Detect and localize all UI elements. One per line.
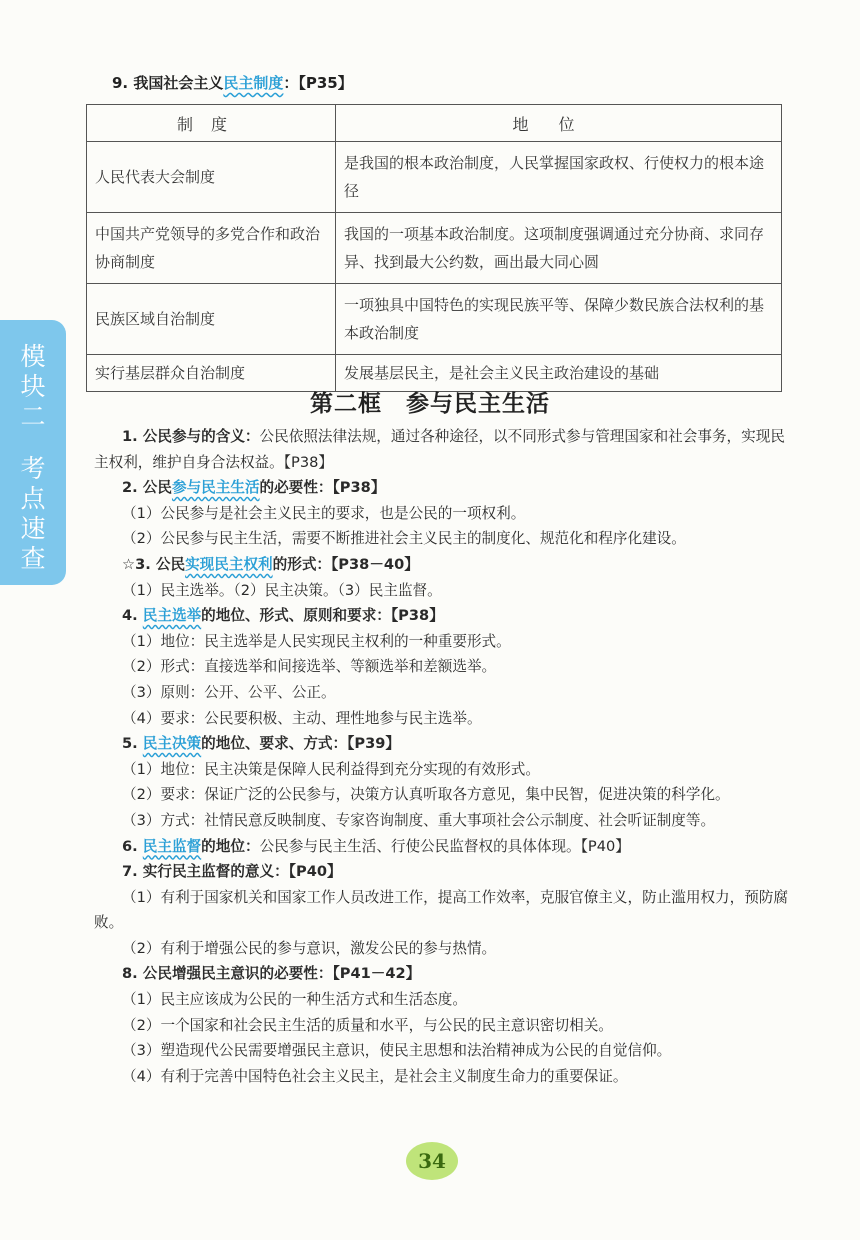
list-item: （2）形式：直接选举和间接选举、等额选举和差额选举。 — [122, 658, 497, 676]
democracy-systems-table — [86, 104, 782, 392]
item-4-heading — [94, 603, 794, 629]
table-row — [87, 213, 782, 284]
heading-prefix: 2. 公民 — [122, 479, 172, 497]
heading-suffix: 的地位： — [201, 837, 260, 855]
table-cell: 民族区域自治制度 — [87, 284, 336, 355]
side-tab-char: 速 — [20, 514, 46, 543]
section-body — [94, 424, 794, 1089]
side-tab-char: 模 — [20, 342, 46, 371]
list-item: （1）民主应该成为公民的一种生活方式和生活态度。 — [122, 991, 467, 1009]
side-tab-char: 考 — [20, 454, 46, 483]
item-9-heading — [112, 72, 353, 93]
heading-suffix: 的地位、要求、方式：【P39】 — [201, 735, 401, 753]
list-item: （3）方式：社情民意反映制度、专家咨询制度、重大事项社会公示制度、社会听证制度等。 — [122, 811, 716, 829]
column-header: 地位 — [336, 105, 782, 142]
list-item: （1）地位：民主选举是人民实现民主权利的一种重要形式。 — [122, 632, 511, 650]
table-cell: 一项独具中国特色的实现民族平等、保障少数民族合法权利的基本政治制度 — [336, 284, 782, 355]
column-header: 制度 — [87, 105, 336, 142]
module-side-tab — [0, 320, 66, 585]
page-number-badge: 34 — [406, 1142, 458, 1180]
list-item: （4）有利于完善中国特色社会主义民主，是社会主义制度生命力的重要保证。 — [122, 1067, 628, 1085]
heading-suffix: ：【P35】 — [283, 74, 353, 92]
table-cell: 发展基层民主，是社会主义民主政治建设的基础 — [336, 355, 782, 392]
heading-prefix: ☆3. 公民 — [122, 555, 186, 573]
highlight-term: 参与民主生活 — [171, 479, 260, 497]
item-1 — [94, 424, 794, 475]
list-item: （1）有利于国家机关和国家工作人员改进工作，提高工作效率，克服官僚主义，防止滥用权力，预防腐败。 — [94, 888, 789, 932]
heading-prefix: 4. — [122, 607, 143, 625]
heading-prefix: 6. — [122, 837, 143, 855]
item-text: 公民依照法律法规，通过各种途径，以不同形式参与管理国家和社会事务，实现民主权利，维护自身合法权益。【P38】 — [94, 428, 785, 471]
side-tab-char: 块 — [20, 372, 46, 401]
table-cell: 是我国的根本政治制度，人民掌握国家政权、行使权力的根本途径 — [336, 142, 782, 213]
section-title: 第二框 参与民主生活 — [310, 391, 550, 417]
side-tab-char: 查 — [20, 544, 46, 573]
highlight-term: 民主监督 — [142, 837, 202, 855]
heading-prefix: 9. 我国社会主义 — [112, 74, 224, 92]
item-8-heading: 8. 公民增强民主意识的必要性：【P41－42】 — [122, 965, 421, 983]
list-item: （3）塑造现代公民需要增强民主意识，使民主思想和法治精神成为公民的自觉信仰。 — [122, 1042, 672, 1060]
highlight-term: 民主决策 — [142, 735, 202, 753]
item-2-heading — [94, 475, 794, 501]
list-item: （2）要求：保证广泛的公民参与，决策方认真听取各方意见，集中民智，促进决策的科学化。 — [122, 786, 730, 804]
heading-suffix: 的必要性：【P38】 — [259, 479, 386, 497]
side-tab-char: 点 — [20, 484, 46, 513]
table-header-row — [87, 105, 782, 142]
highlight-term: 民主选举 — [142, 607, 202, 625]
highlight-term: 实现民主权利 — [185, 555, 273, 573]
heading-suffix: 的形式：【P38－40】 — [272, 555, 419, 573]
table-cell: 人民代表大会制度 — [87, 142, 336, 213]
item-5-heading — [94, 731, 794, 757]
table-cell: 实行基层群众自治制度 — [87, 355, 336, 392]
list-item: （2）一个国家和社会民主生活的质量和水平，与公民的民主意识密切相关。 — [122, 1016, 613, 1034]
item-3-heading — [94, 552, 794, 578]
table-cell: 中国共产党领导的多党合作和政治协商制度 — [87, 213, 336, 284]
list-item: （4）要求：公民要积极、主动、理性地参与民主选举。 — [122, 709, 482, 727]
heading-suffix: 的地位、形式、原则和要求：【P38】 — [201, 607, 444, 625]
item-heading: 1. 公民参与的含义： — [122, 428, 260, 445]
list-item: （3）原则：公开、公平、公正。 — [122, 683, 336, 701]
table-row — [87, 142, 782, 213]
table-cell: 我国的一项基本政治制度。这项制度强调通过充分协商、求同存异、找到最大公约数，画出最大同心圆 — [336, 213, 782, 284]
list-item: （2）公民参与民主生活，需要不断推进社会主义民主的制度化、规范化和程序化建设。 — [122, 530, 686, 548]
list-item: （1）地位：民主决策是保障人民利益得到充分实现的有效形式。 — [122, 760, 540, 778]
item-6 — [94, 834, 794, 860]
heading-prefix: 5. — [122, 735, 143, 753]
table-row — [87, 284, 782, 355]
side-tab-char: 二 — [20, 402, 46, 431]
list-item: （2）有利于增强公民的参与意识，激发公民的参与热情。 — [122, 939, 497, 957]
list-item: （1）公民参与是社会主义民主的要求，也是公民的一项权利。 — [122, 504, 526, 522]
list-item: （1）民主选举。（2）民主决策。（3）民主监督。 — [122, 581, 442, 599]
item-7-heading: 7. 实行民主监督的意义：【P40】 — [122, 863, 342, 881]
highlight-term: 民主制度 — [223, 74, 284, 92]
item-text: 公民参与民主生活、行使公民监督权的具体体现。【P40】 — [259, 837, 630, 855]
